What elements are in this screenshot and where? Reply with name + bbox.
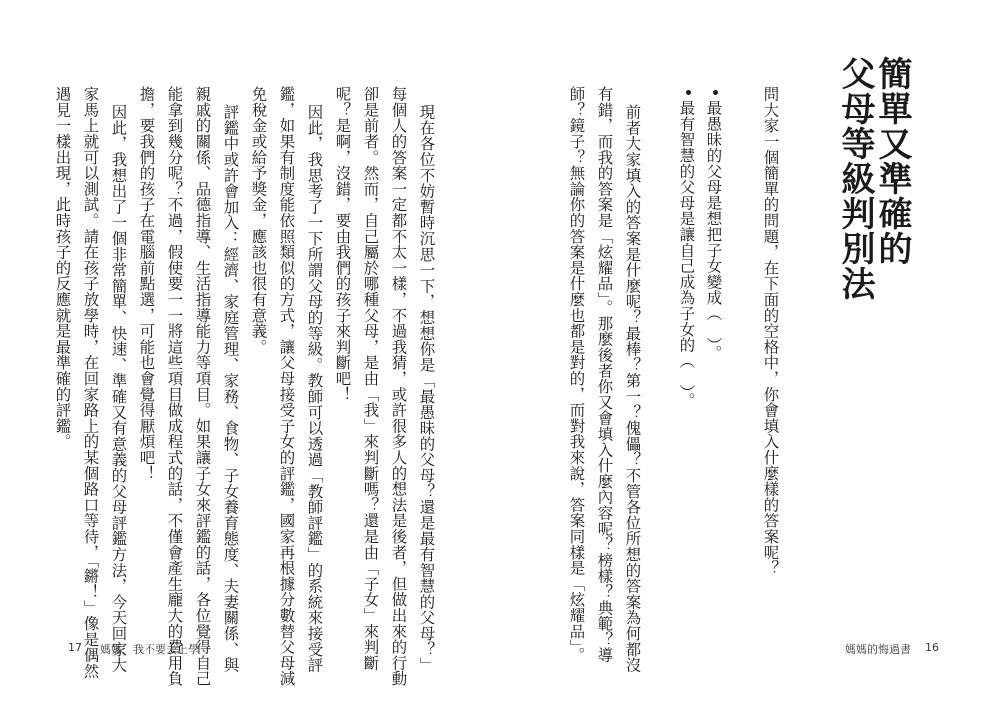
body-line: 師？鏡子？無論你的答案是什麼也都是對的，而對我來說，答案同樣是「炫耀品」。 <box>567 86 586 663</box>
right-page <box>500 0 1000 709</box>
body-line: 有錯，而我的答案是「炫耀品」。那麼後者你又會填入什麼內容呢？榜樣？典範？導 <box>595 86 614 663</box>
page-number: 16 <box>925 641 939 654</box>
bullet-item-foolish: 最愚昧的父母是想把子女變成（ ）。 <box>704 100 723 361</box>
chapter-title-line-1: 簡單又準確的 <box>872 56 912 266</box>
running-footer-title: 媽媽的悔過書 <box>845 643 911 656</box>
body-line: 鑑，如果有制度能依照類似的方式，讓父母接受子女的評鑑，國家再根據分數替父母減 <box>277 86 296 687</box>
body-line: 能拿到幾分呢？不過，假使要一一將這些項目做成程式的話，不僅會產生龐大的費用負 <box>165 86 184 687</box>
body-line: 呢？是啊，沒錯，要由我們的孩子來判斷吧！ <box>333 86 352 402</box>
body-line: 每個人的答案一定都不太一樣，不過我猜，或許很多人的想法是後者，但做出來的行動 <box>389 86 408 687</box>
body-line: 卻是前者。然而，自己屬於哪種父母，是由「我」來判斷嗎？還是由「子女」來判斷 <box>361 86 380 671</box>
bullet-icon <box>713 90 718 95</box>
running-footer-title: 媽媽，我不要去上學 <box>100 643 199 656</box>
body-line: 家馬上就可以測試。請在孩子放學時，在回家路上的某個路口等待，「鏘！」像是偶然 <box>81 86 100 679</box>
bullet-item-wise: 最有智慧的父母是讓自己成為子女的（ ）。 <box>677 100 696 409</box>
body-line: 擔，要我們的孩子在電腦前點選，可能也會覺得厭煩吧！ <box>137 86 156 481</box>
chapter-title-line-2: 父母等級判別法 <box>835 56 875 301</box>
bullet-icon <box>686 90 691 95</box>
body-line: 遇見一樣出現，此時孩子的反應就是最準確的評鑑。 <box>53 86 72 450</box>
page-number: 17 <box>68 641 82 654</box>
body-line: 免稅金或給予獎金，應該也很有意義。 <box>249 86 268 355</box>
body-line: 因此，我想出了一個非常簡單、快速、準確又有意義的父母評鑑方法，今天回家大 <box>109 104 128 673</box>
body-line: 現在各位不妨暫時沉思一下，想想你是「最愚昧的父母？還是最有智慧的父母？」 <box>417 104 436 673</box>
body-line: 前者大家填入的答案是什麼呢？最棒？第一？傀儡？不管各位所想的答案為何都沒 <box>623 104 642 673</box>
body-line: 評鑑中或許會加入：經濟、家庭管理、家務、食物、子女養育態度、夫妻關係、與 <box>221 104 240 673</box>
body-line: 親戚的關係、品德指導、生活指導能力等項目。如果讓子女來評鑑的話，各位覺得自己 <box>193 86 212 687</box>
intro-question: 問大家一個簡單的問題，在下面的空格中，你會填入什麼樣的答案呢？ <box>761 86 780 576</box>
body-line: 因此，我思考了一下所謂父母的等級。教師可以透過「教師評鑑」的系統來接受評 <box>305 104 324 673</box>
